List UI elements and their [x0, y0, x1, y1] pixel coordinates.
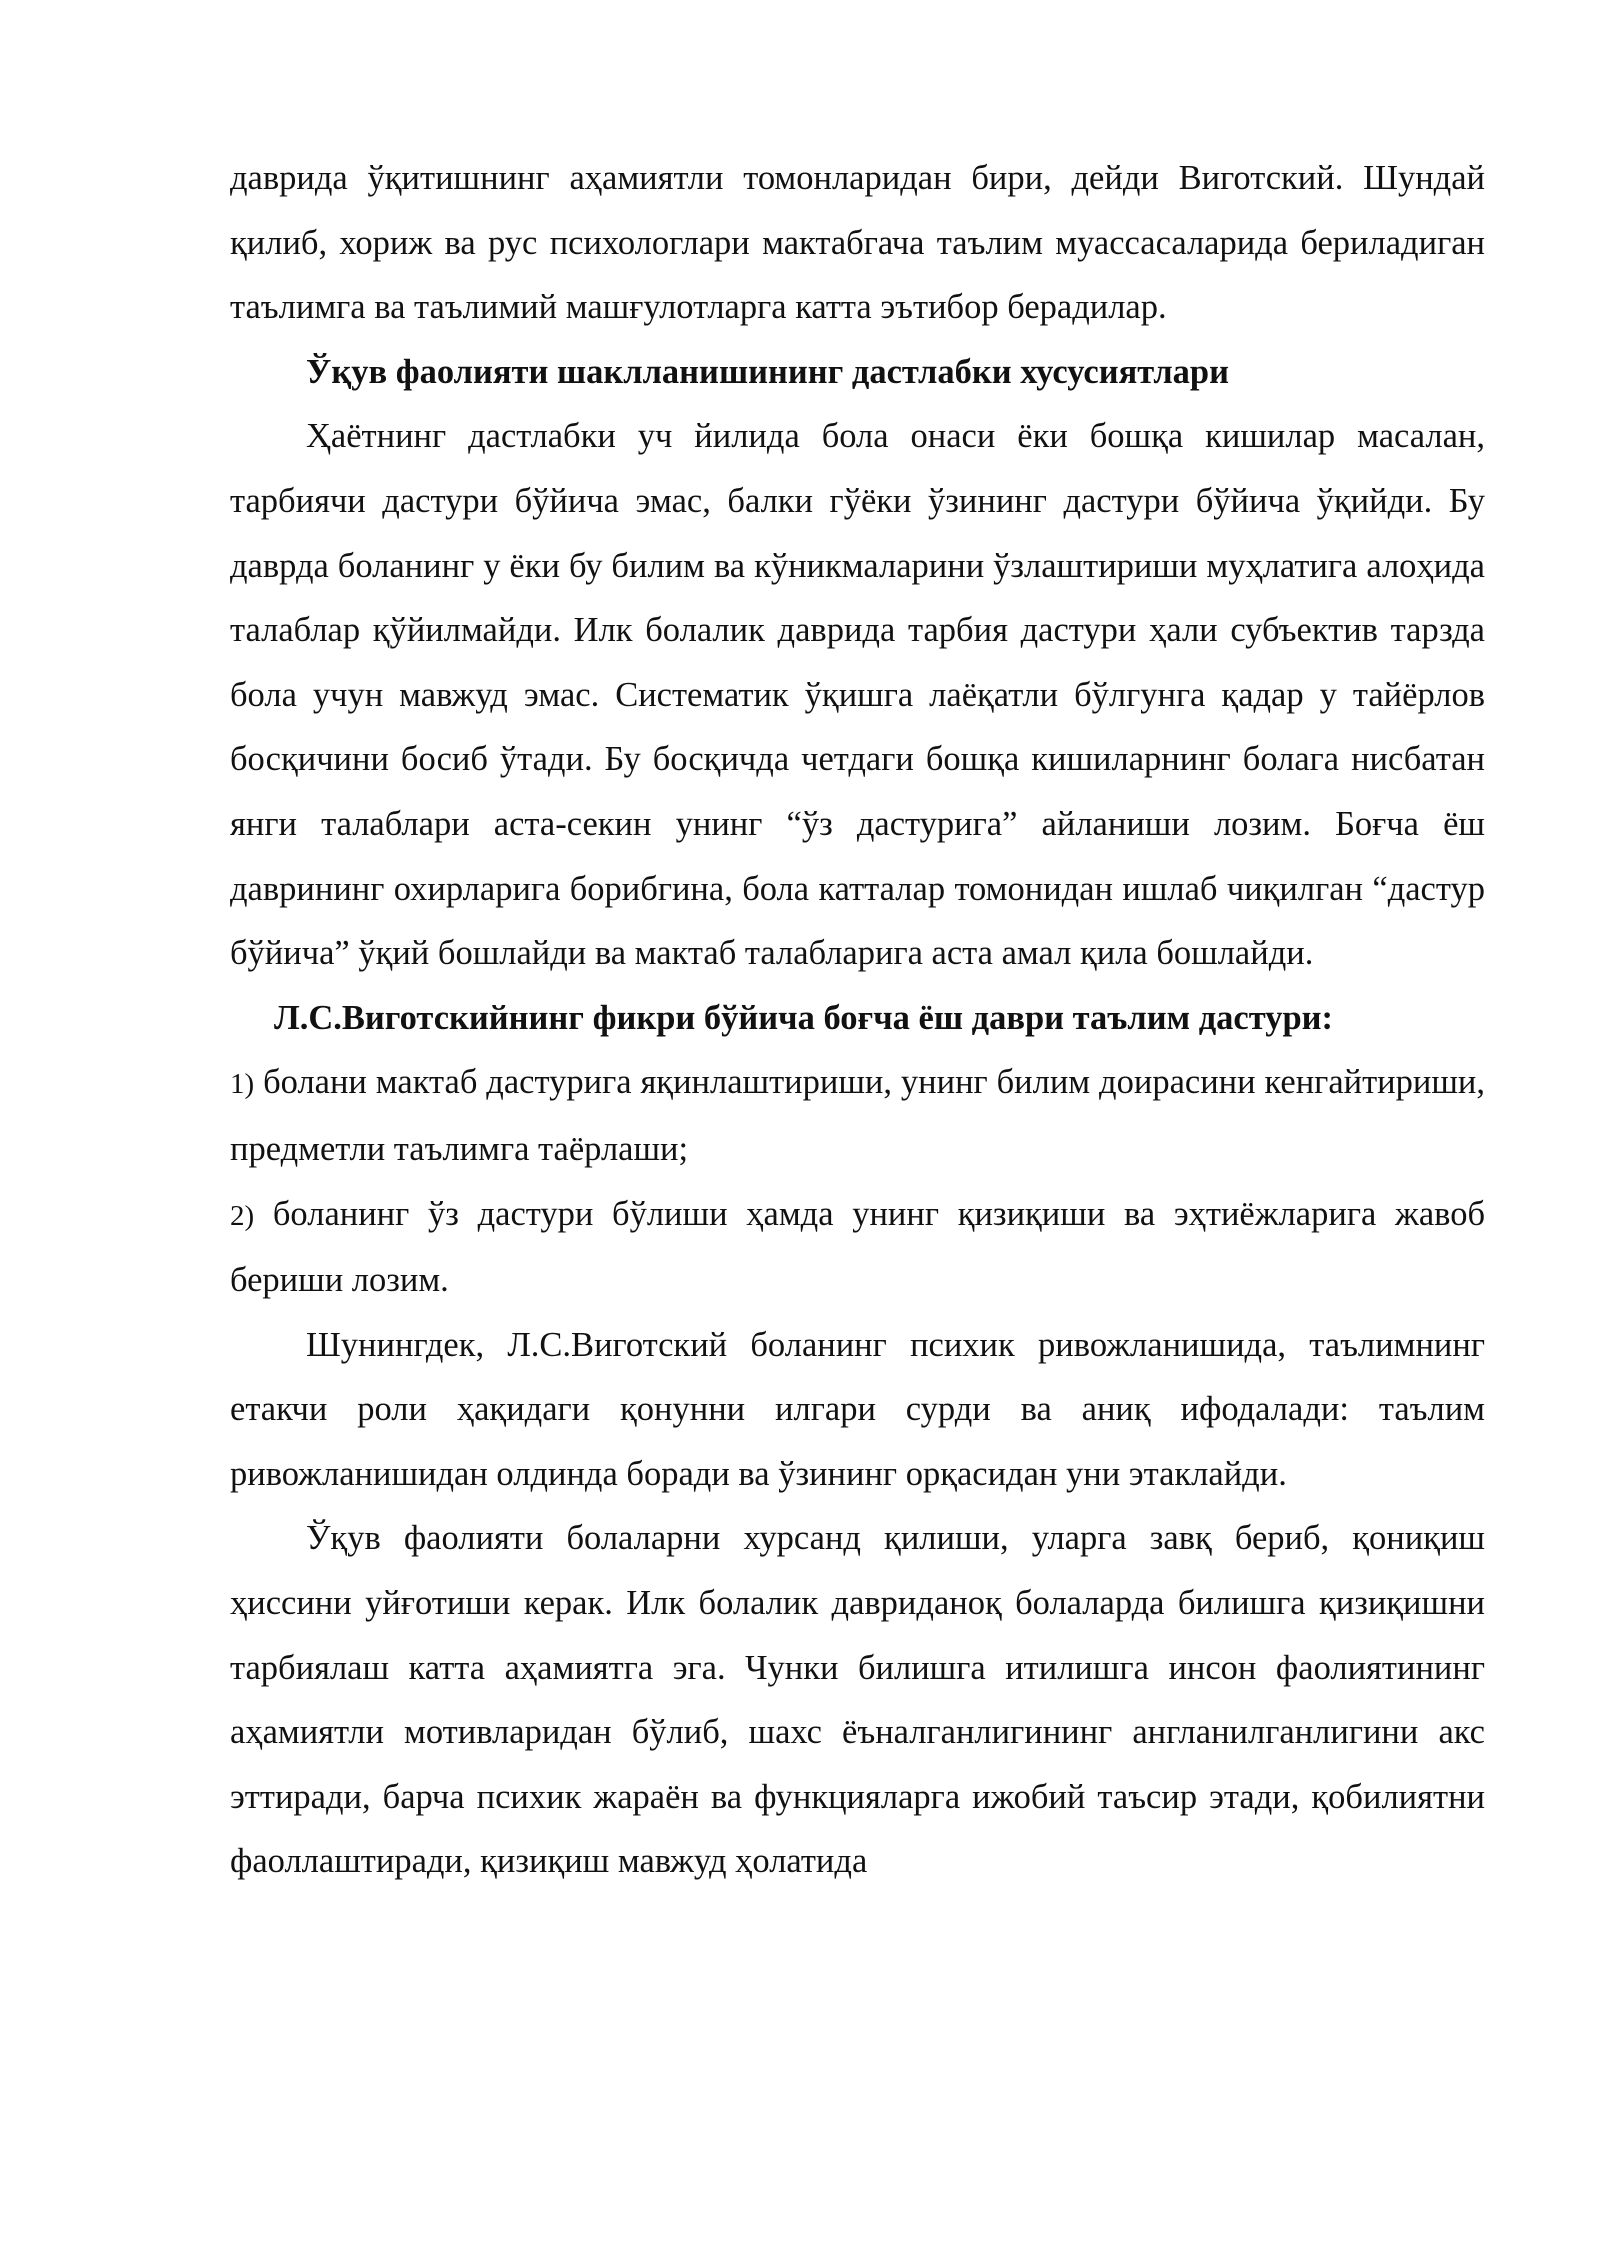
- list-item: [230, 1182, 1485, 1313]
- paragraph: Шунингдек, Л.С.Виготский боланинг психик ривожланишида, таълимнинг етакчи роли ҳақидаги қонунни илгари сурди ва аниқ ифодалади: таълим ривожланишидан олдинда боради ва ўзининг орқасидан уни этаклайди.: [230, 1325, 1485, 1493]
- paragraph-continuation: даврида ўқитишнинг аҳамиятли томонларидан бири, дейди Виготский. Шундай қилиб, хориж ва рус психологлари мактабгача таълим муассасаларида бериладиган таълимга ва таълимий машғулотларга катта эътибор берадилар.: [230, 159, 1485, 327]
- document-body: [230, 146, 1485, 1894]
- list-number: 1): [230, 1068, 255, 1101]
- list-item-text: боланинг ўз дастури бўлиши ҳамда унинг қизиқиши ва эҳтиёжларига жавоб бериши лозим.: [230, 1194, 1485, 1300]
- paragraph: Ўқув фаолияти болаларни хурсанд қилиши, уларга завқ бериб, қониқиш ҳиссини уйғотиши керак. Илк болалик давриданоқ болаларда билишга қизиқишни тарбиялаш катта аҳамиятга эга. Чунки билишга итилишга инсон фаолиятининг аҳамиятли мотивларидан бўлиб, шахс ёъналганлигининг англанилганлигини акс эттиради, барча психик жараён ва функцияларга ижобий таъсир этади, қобилиятни фаоллаштиради, қизиқиш мавжуд ҳолатида: [230, 1519, 1485, 1881]
- section-heading: Ўқув фаолияти шаклланишининг дастлабки хусусиятлари: [306, 352, 1229, 391]
- list-number: 2): [230, 1199, 255, 1232]
- section-heading: Л.С.Виготскийнинг фикри бўйича боғча ёш даври таълим дастури:: [274, 998, 1334, 1037]
- list-item-text: болани мактаб дастурига яқинлаштириши, унинг билим доирасини кенгайтириши, предметли таълимга таёрлаши;: [230, 1063, 1486, 1168]
- list-item: [230, 1050, 1485, 1181]
- paragraph: Ҳаётнинг дастлабки уч йилида бола онаси ёки бошқа кишилар масалан, тарбиячи дастури бўйича эмас, балки гўёки ўзининг дастури бўйича ўқийди. Бу даврда боланинг у ёки бу билим ва кўникмаларини ўзлаштириши муҳлатига алоҳида талаблар қўйилмайди. Илк болалик даврида тарбия дастури ҳали субъектив тарзда бола учун мавжуд эмас. Систематик ўқишга лаёқатли бўлгунга қадар у тайёрлов босқичини босиб ўтади. Бу босқичда четдаги бошқа кишиларнинг болага нисбатан янги талаблари аста-секин унинг “ўз дастурига” айланиши лозим. Боғча ёш даврининг охирларига борибгина, бола катталар томонидан ишлаб чиқилган “дастур бўйича” ўқий бошлайди ва мактаб талабларига аста амал қила бошлайди.: [230, 417, 1485, 973]
